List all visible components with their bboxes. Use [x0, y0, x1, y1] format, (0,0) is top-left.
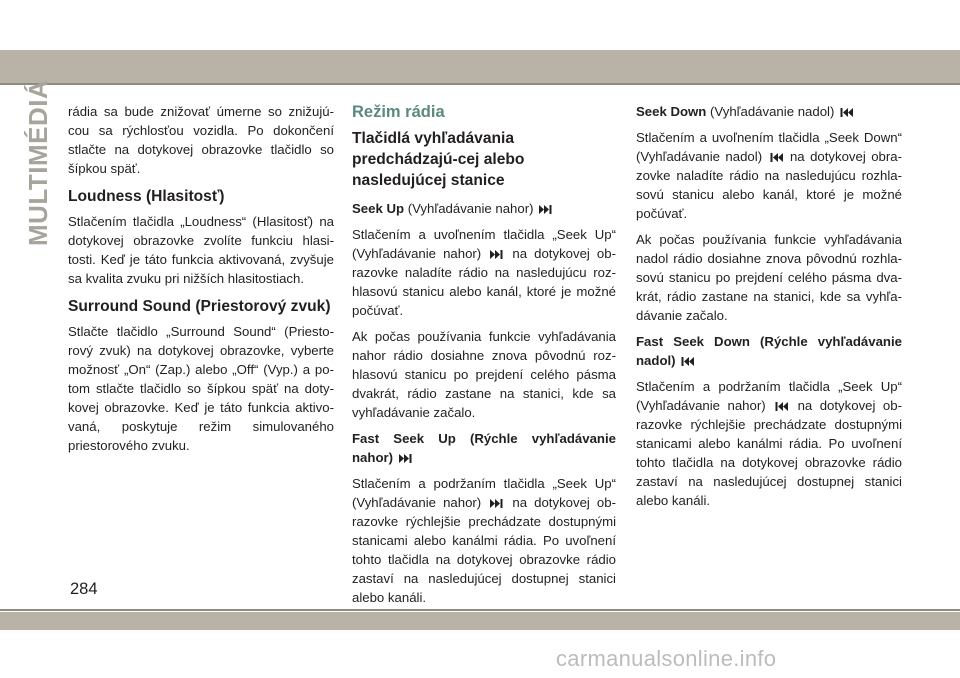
column-middle [352, 102, 616, 616]
seek-up-text-a: Stlačením a uvoľnením tlačidla „Seek Up“ (Vyhľadávanie nahor) [352, 227, 616, 261]
seek-down-text-a: Stlačením a uvoľnením tlačidla „Seek Down“ (Vyhľadávanie nadol) [636, 130, 902, 164]
seek-previous-icon [840, 108, 853, 117]
fast-seek-down-text-a: Stlačením a podržaním tlačidla „Seek Up“ (Vyhľadávanie nahor) [636, 379, 902, 413]
fast-seek-down-text-b: na dotykovej ob-razovke rýchlejšie prechádzate dostupnými stanicami alebo kanálmi rádia. Po uvoľnení tohto tlačidla na dotykovej obrazovke rádio zastaví na nasledujúcej dostupnej stanici alebo kanáli. [636, 398, 902, 508]
loudness-paragraph: Stlačením tlačidla „Loudness“ (Hlasitosť) na dotykovej obrazovke zvolíte funkciu hlasi-tosti. Keď je táto funkcia aktivovaná, zvyšuje sa kvalita zvuku pri nižších hlasitostiach. [68, 214, 334, 286]
column-right [636, 102, 902, 519]
seek-previous-icon [770, 153, 783, 162]
fast-seek-up-text-a: Stlačením a podržaním tlačidla „Seek Up“ (Vyhľadávanie nahor) [352, 476, 616, 510]
header-band [0, 50, 960, 83]
side-section-label: MULTIMÉDIÁ [23, 79, 53, 246]
seek-up-paragraph [352, 225, 616, 320]
seek-down-label: Seek Down [636, 104, 707, 119]
seek-next-icon [399, 454, 412, 463]
seek-up-label: Seek Up [352, 201, 405, 216]
seek-next-icon [490, 250, 503, 259]
fast-seek-down-paragraph [636, 377, 902, 510]
seek-next-icon [490, 499, 503, 508]
seek-previous-icon [775, 402, 788, 411]
watermark-link[interactable]: carmanualsonline.info [556, 646, 777, 671]
seek-up-paragraph-2: Ak počas používania funkcie vyhľadávania nahor rádio dosiahne znova pôvodnú roz-hlasovú stanicu po prejdení celého pásma dvakrát, rádio zastane na stanici, kde sa vyhľadávanie začalo. [352, 329, 616, 420]
header-rule [0, 83, 960, 85]
seek-down-paren: (Vyhľadávanie nadol) [710, 104, 835, 119]
seek-up-text-b: na dotykovej ob-razovke naladíte rádio na nasledujúcu roz-hlasovú stanicu alebo kanál, ktoré je možné počúvať. [352, 246, 616, 318]
footer-rule [0, 609, 960, 611]
page-number: 284 [70, 580, 98, 598]
seek-down-paragraph [636, 128, 902, 223]
loudness-heading: Loudness (Hlasitosť) [68, 188, 225, 205]
radio-mode-heading: Režim rádia [352, 103, 445, 121]
seek-down-lead [636, 102, 902, 121]
surround-paragraph: Stlačte tlačidlo „Surround Sound“ (Priesto-rový zvuk) na dotykovej obrazovke, vyberte možnosť „On“ (Zap.) alebo „Off“ (Vyp.) a po-tom stlačte tlačidlo so šípkou späť na doty-kovej obrazovke. Keď je táto funkcia aktivo-vaná, poskytuje režim simulovaného priestorového zvuku. [68, 324, 334, 453]
fast-seek-up-heading-text: Fast Seek Up (Rýchle vyhľadávanie nahor) [352, 431, 616, 465]
fast-seek-up-text-b: na dotykovej ob-razovke rýchlejšie prechádzate dostupnými stanicami alebo kanálmi rádia. Po uvoľnení tohto tlačidla na dotykovej obrazovke rádio zastaví na nasledujúcej dostupnej stanici alebo kanáli. [352, 495, 616, 605]
fast-seek-down-heading-text: Fast Seek Down (Rýchle vyhľadávanie nadol) [636, 334, 902, 368]
seek-previous-icon [681, 357, 694, 366]
fast-seek-down-heading [636, 332, 902, 370]
seek-buttons-heading: Tlačidlá vyhľadávania predchádzajú-cej alebo nasledujúcej stanice [352, 130, 525, 189]
footer-band [0, 612, 960, 630]
seek-up-paren: (Vyhľadávanie nahor) [407, 201, 534, 216]
seek-down-text-b: na dotykovej obra-zovke naladíte rádio na nasledujúcu rozhla-sovú stanicu alebo kanál, ktoré je možné počúvať. [636, 149, 902, 221]
fast-seek-up-paragraph [352, 474, 616, 607]
fast-seek-up-heading [352, 429, 616, 467]
column-left [68, 102, 334, 464]
seek-up-lead [352, 199, 616, 218]
seek-down-paragraph-2: Ak počas používania funkcie vyhľadávania nadol rádio dosiahne znova pôvodnú rozhla-sovú stanicu po prejdení celého pásma dva-krát, rádio zastane na stanici, kde sa vyhľa-dávanie začalo. [636, 232, 902, 323]
seek-next-icon [539, 205, 552, 214]
intro-paragraph: rádia sa bude znižovať úmerne so znižujú-cou sa rýchlosťou vozidla. Po dokončení stlačte na dotykovej obrazovke tlačidlo so šípkou späť. [68, 104, 334, 176]
surround-heading: Surround Sound (Priestorový zvuk) [68, 298, 331, 315]
